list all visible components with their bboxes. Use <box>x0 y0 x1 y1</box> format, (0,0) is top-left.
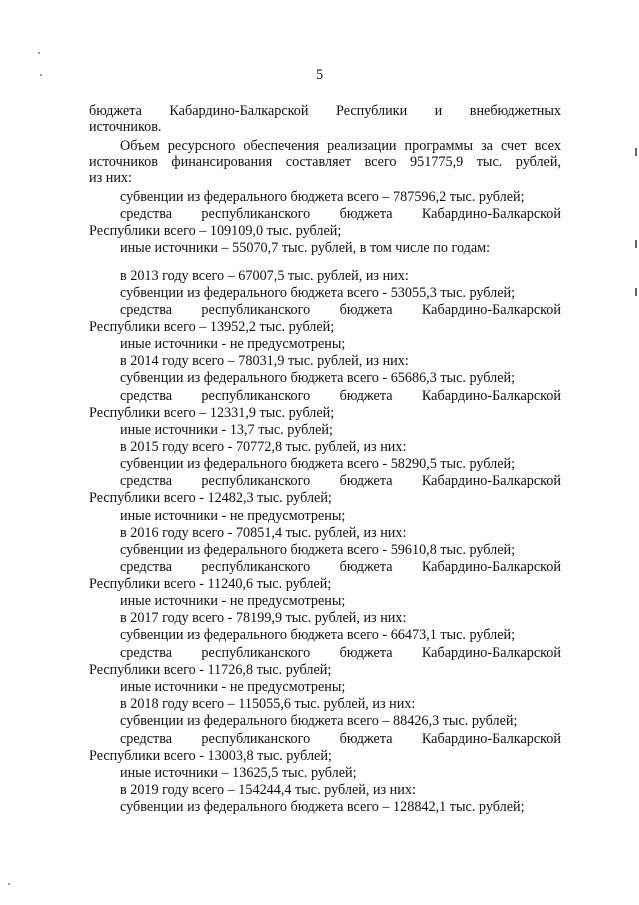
text-line: в 2014 году всего – 78031,9 тыс. рублей, из них: <box>120 353 409 369</box>
text-line: средства республиканского бюджета Кабардино-Балкарской <box>120 302 561 318</box>
text-line: иные источники - не предусмотрены; <box>120 336 346 352</box>
text-line: средства республиканского бюджета Кабардино-Балкарской <box>120 731 561 747</box>
text-line: источников. <box>89 119 162 135</box>
scan-speck <box>8 883 10 885</box>
scan-edge-mark <box>635 288 637 296</box>
text-line: субвенции из федерального бюджета всего - 58290,5 тыс. рублей; <box>120 456 516 472</box>
text-line: Республики всего - 12482,3 тыс. рублей; <box>89 490 332 506</box>
text-line: в 2018 году всего – 115055,6 тыс. рублей, из них: <box>120 696 416 712</box>
text-line: в 2013 году всего – 67007,5 тыс. рублей, из них: <box>120 268 409 284</box>
text-line: в 2015 году всего - 70772,8 тыс. рублей, из них: <box>120 439 407 455</box>
text-line: из них: <box>89 170 132 186</box>
text-line: Республики всего - 13003,8 тыс. рублей; <box>89 748 332 764</box>
scan-edge-mark <box>635 240 637 248</box>
text-line: Республики всего – 12331,9 тыс. рублей; <box>89 405 335 421</box>
text-line: Объем ресурсного обеспечения реализации программы за счет всех <box>120 138 561 154</box>
text-line: источников финансирования составляет всего 951775,9 тыс. рублей, <box>89 154 561 170</box>
scan-edge-mark <box>635 148 637 156</box>
text-line: субвенции из федерального бюджета всего – 128842,1 тыс. рублей; <box>120 799 525 815</box>
text-line: Республики всего – 13952,2 тыс. рублей; <box>89 319 335 335</box>
text-line: бюджета Кабардино-Балкарской Республики и внебюджетных <box>89 103 561 119</box>
text-line: Республики всего - 11240,6 тыс. рублей; <box>89 576 332 592</box>
text-line: иные источники – 55070,7 тыс. рублей, в том числе по годам: <box>120 240 491 256</box>
text-line: в 2017 году всего - 78199,9 тыс. рублей, из них: <box>120 610 407 626</box>
scan-speck <box>40 74 42 76</box>
text-line: субвенции из федерального бюджета всего - 53055,3 тыс. рублей; <box>120 285 516 301</box>
text-line: Республики всего – 109109,0 тыс. рублей; <box>89 223 342 239</box>
text-line: иные источники - не предусмотрены; <box>120 679 346 695</box>
text-line: субвенции из федерального бюджета всего - 65686,3 тыс. рублей; <box>120 370 516 386</box>
scan-speck <box>38 52 40 54</box>
text-line: субвенции из федерального бюджета всего - 59610,8 тыс. рублей; <box>120 542 516 558</box>
text-line: субвенции из федерального бюджета всего – 88426,3 тыс. рублей; <box>120 713 518 729</box>
text-line: в 2016 году всего - 70851,4 тыс. рублей, из них: <box>120 525 407 541</box>
text-line: иные источники - 13,7 тыс. рублей; <box>120 422 333 438</box>
text-line: средства республиканского бюджета Кабардино-Балкарской <box>120 206 561 222</box>
text-line: иные источники - не предусмотрены; <box>120 508 346 524</box>
text-line: Республики всего - 11726,8 тыс. рублей; <box>89 662 332 678</box>
text-line: иные источники – 13625,5 тыс. рублей; <box>120 765 357 781</box>
page-number: 5 <box>315 67 324 83</box>
text-line: субвенции из федерального бюджета всего – 787596,2 тыс. рублей; <box>120 189 525 205</box>
text-line: средства республиканского бюджета Кабардино-Балкарской <box>120 645 561 661</box>
text-line: средства республиканского бюджета Кабардино-Балкарской <box>120 473 561 489</box>
text-line: субвенции из федерального бюджета всего - 66473,1 тыс. рублей; <box>120 627 516 643</box>
text-line: иные источники - не предусмотрены; <box>120 593 346 609</box>
text-line: средства республиканского бюджета Кабардино-Балкарской <box>120 559 561 575</box>
text-line: в 2019 году всего – 154244,4 тыс. рублей, из них: <box>120 782 416 798</box>
text-line: средства республиканского бюджета Кабардино-Балкарской <box>120 388 561 404</box>
